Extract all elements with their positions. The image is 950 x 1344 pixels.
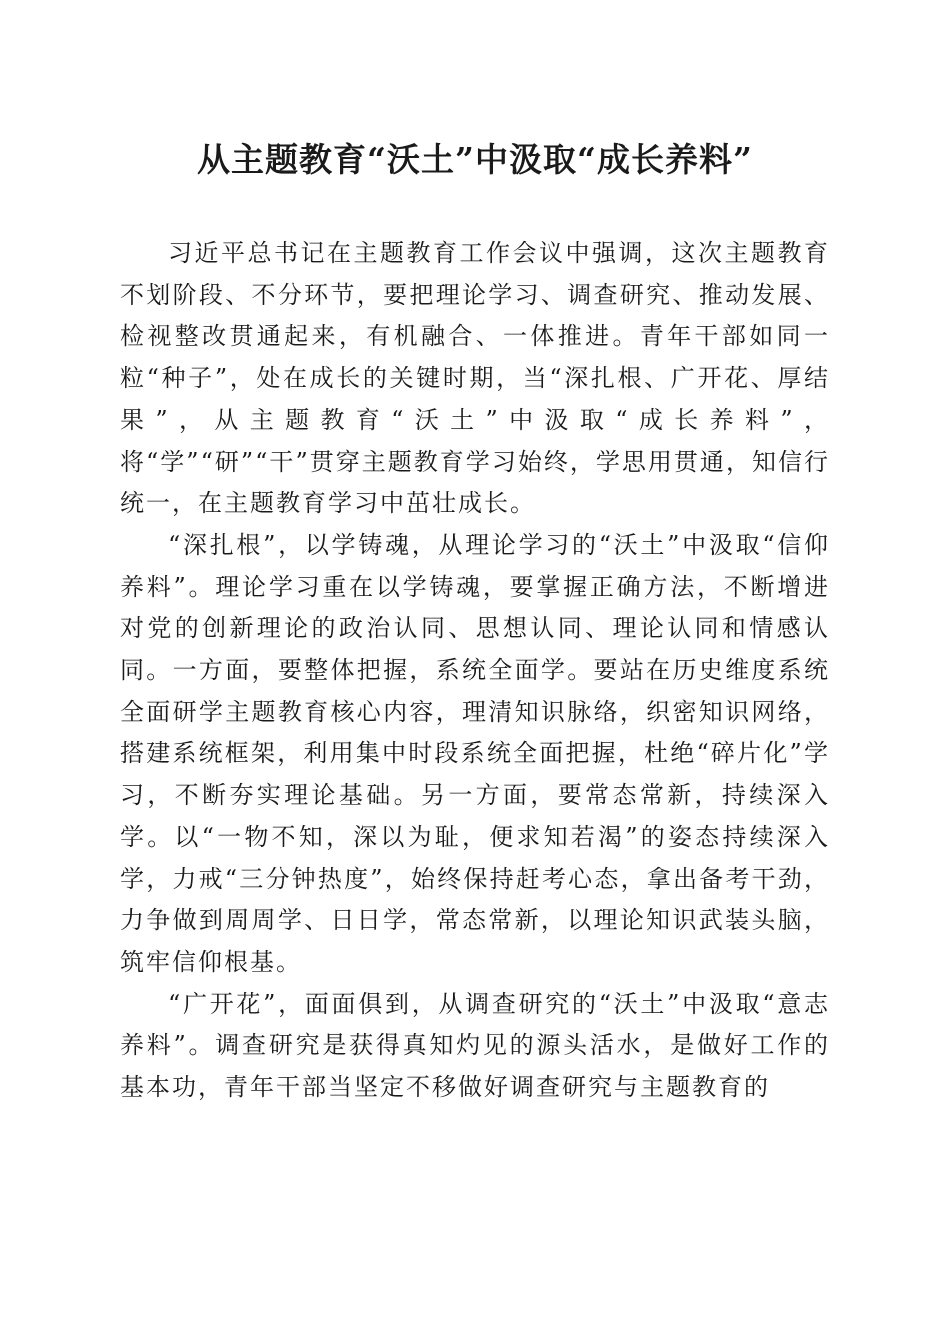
paragraph-1: 习近平总书记在主题教育工作会议中强调，这次主题教育不划阶段、不分环节，要把理论学习、调查研究、推动发展、检视整改贯通起来，有机融合、一体推进。青年干部如同一粒“种子”，处在成长的关键时期，当“深扎根、广开花、厚结果”，从主题教育“沃土”中汲取“成长养料”，将“学”“研”“干”贯穿主题教育学习始终，学思用贯通，知信行统一，在主题教育学习中茁壮成长。 bbox=[120, 239, 830, 518]
document-body bbox=[120, 233, 830, 1109]
document-title: 从主题教育“沃土”中汲取“成长养料” bbox=[197, 140, 753, 179]
paragraph-2: “深扎根”，以学铸魂，从理论学习的“沃土”中汲取“信仰养料”。理论学习重在以学铸魂，要掌握正确方法，不断增进对党的创新理论的政治认同、思想认同、理论认同和情感认同。一方面，要整体把握，系统全面学。要站在历史维度系统全面研学主题教育核心内容，理清知识脉络，织密知识网络，搭建系统框架，利用集中时段系统全面把握，杜绝“碎片化”学习，不断夯实理论基础。另一方面，要常态常新，持续深入学。以“一物不知，深以为耻，便求知若渴”的姿态持续深入学，力戒“三分钟热度”，始终保持赶考心态，拿出备考干劲，力争做到周周学、日日学，常态常新，以理论知识武装头脑，筑牢信仰根基。 bbox=[120, 530, 830, 976]
paragraph-3: “广开花”，面面俱到，从调查研究的“沃土”中汲取“意志养料”。调查研究是获得真知灼见的源头活水，是做好工作的基本功，青年干部当坚定不移做好调查研究与主题教育的 bbox=[120, 989, 830, 1102]
